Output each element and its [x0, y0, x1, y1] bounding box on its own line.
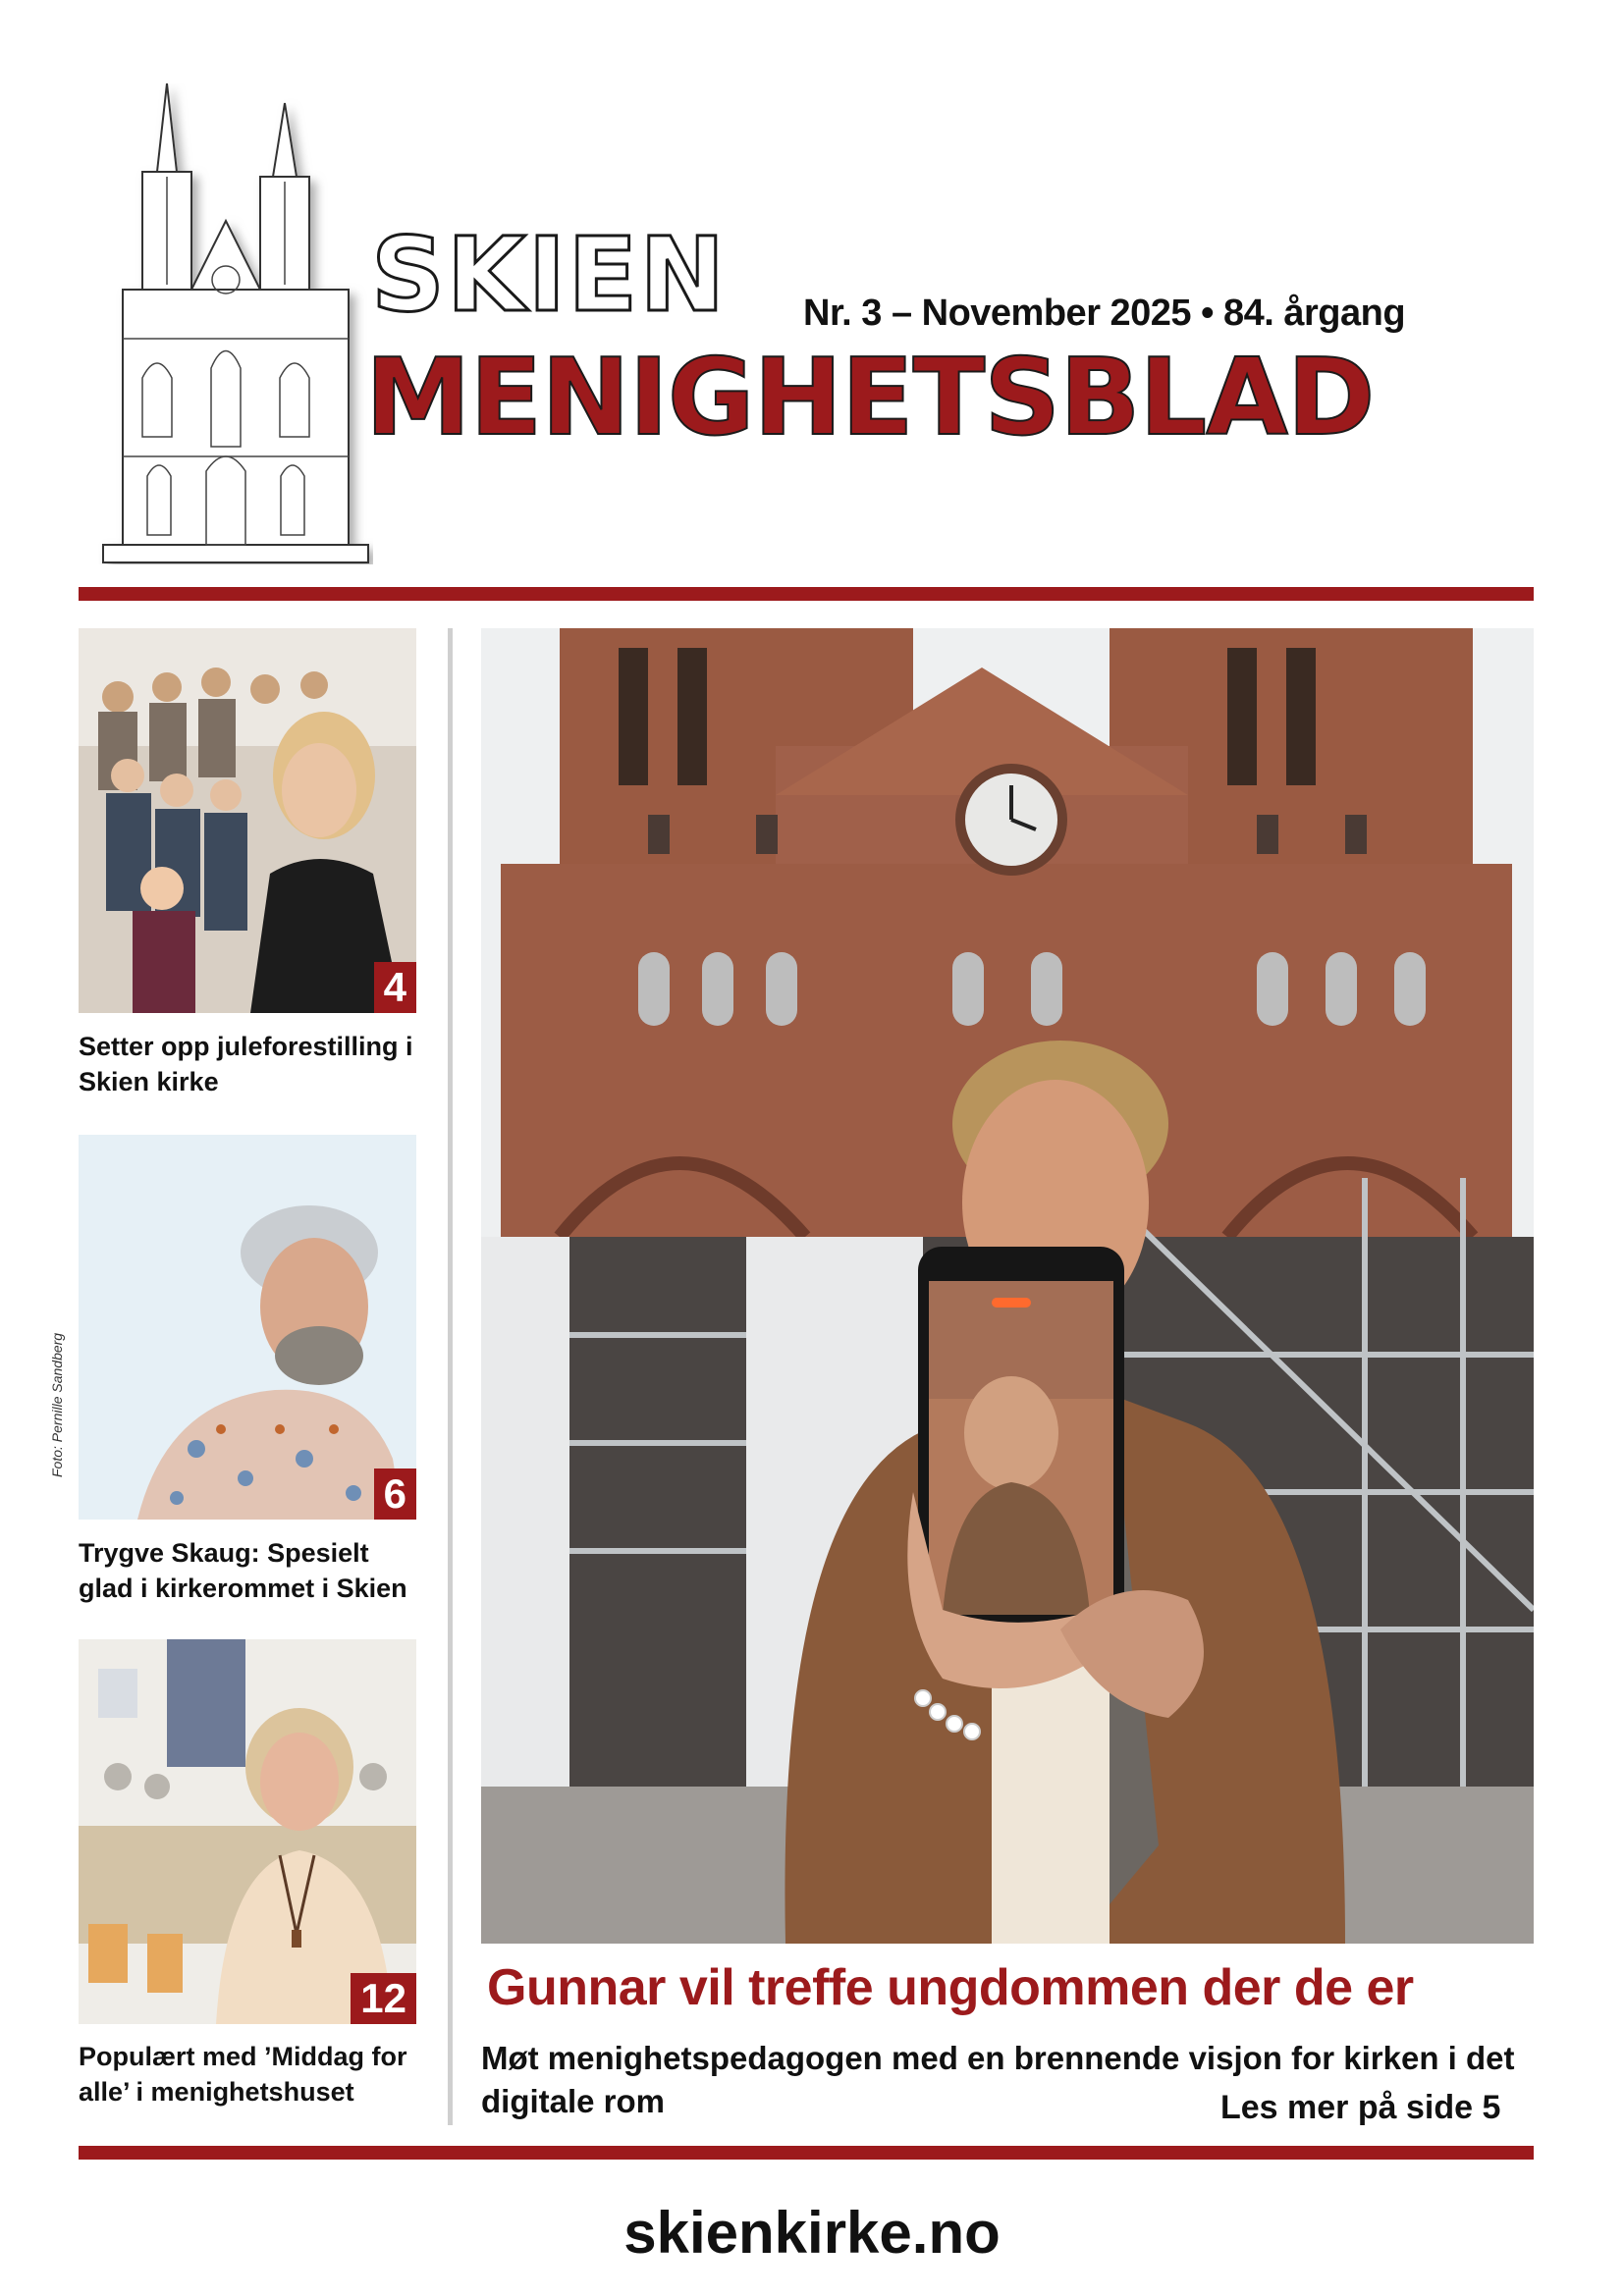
teaser-photo-choir[interactable] [79, 628, 416, 1013]
portrait-photo-image [79, 1135, 416, 1520]
page-badge: 4 [374, 962, 416, 1013]
teaser-caption[interactable]: Populært med ’Middag for alle’ i menighetshuset [79, 2042, 407, 2107]
website-url[interactable]: skienkirke.no [623, 2200, 1001, 2266]
teaser-caption[interactable]: Trygve Skaug: Spesielt glad i kirkerommet i Skien [79, 1538, 407, 1603]
dinner-photo-image [79, 1639, 416, 2024]
bottom-divider [79, 2146, 1534, 2160]
cathedral-selfie-image [481, 628, 1534, 1944]
masthead-title-line2: MENIGHETSBLAD [365, 337, 1375, 459]
masthead-title-line1: SKIEN [371, 215, 728, 335]
main-headline[interactable]: Gunnar vil treffe ungdommen der de er [487, 1959, 1414, 2016]
column-divider [448, 628, 453, 2125]
page-badge: 6 [374, 1468, 416, 1520]
page-badge: 12 [351, 1973, 416, 2024]
top-divider [79, 587, 1534, 601]
issue-info: Nr. 3 – November 2025 • 84. årgang [803, 293, 1406, 334]
teaser-caption[interactable]: Setter opp juleforestilling i Skien kirke [79, 1032, 413, 1096]
choir-photo-image [79, 628, 416, 1013]
church-logo-icon [98, 83, 373, 564]
teaser-photo-trygve-skaug[interactable] [79, 1135, 416, 1520]
photo-credit: Foto: Pernille Sandberg [49, 1332, 65, 1477]
teaser-photo-middag[interactable] [79, 1639, 416, 2024]
main-subhead: Møt menighetspedagogen med en brennende visjon for kirken i det digitale rom [481, 2040, 1515, 2119]
main-story-photo[interactable] [481, 628, 1534, 1944]
read-more-link[interactable]: Les mer på side 5 [1220, 2089, 1501, 2126]
